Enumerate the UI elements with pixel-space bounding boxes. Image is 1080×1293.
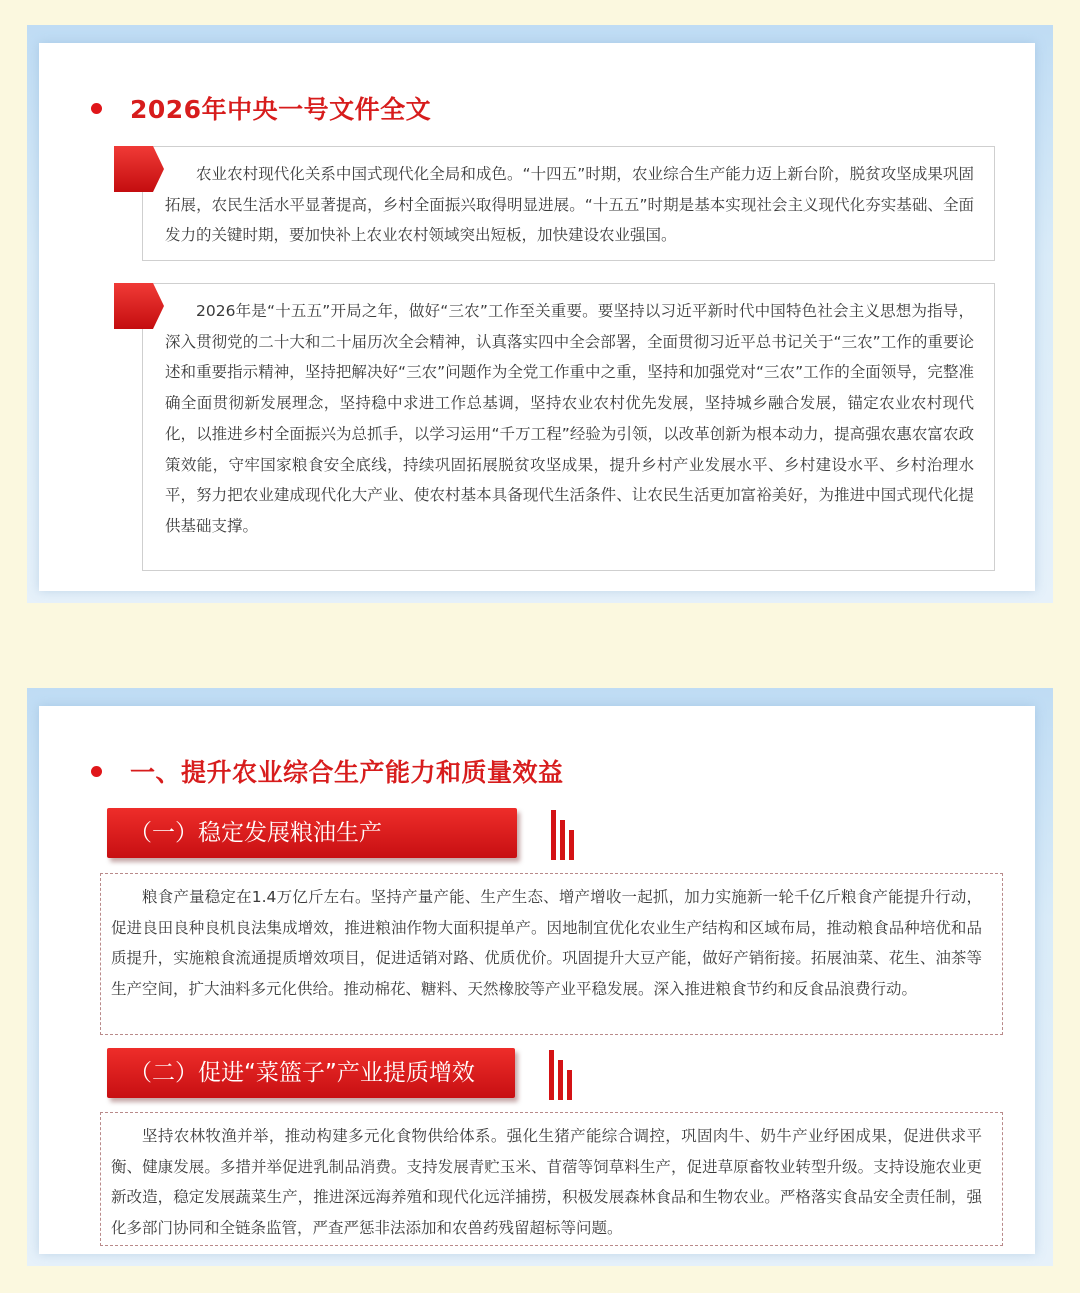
bullet-dot-icon: [91, 103, 102, 114]
section-2-heading: [107, 1048, 515, 1098]
section-1-heading-text: （一）稳定发展粮油生产: [129, 820, 382, 846]
guideline-paragraph-box: [142, 283, 995, 571]
section-2-text-box: [100, 1112, 1003, 1246]
section-1-text: 粮食产量稳定在1.4万亿斤左右。坚持产量产能、生产生态、增产增收一起抓，加力实施新一轮千亿斤粮食产能提升行动，促进良田良种良机良法集成增效，推进粮油作物大面积提单产。因地制宜优化农业生产结构和区域布局，推动粮食品种培优和品质提升，实施粮食流通提质增效项目，促进适销对路、优质优价。巩固提升大豆产能，做好产销衔接。拓展油菜、花生、油茶等生产空间，扩大油料多元化供给。推动棉花、糖料、天然橡胶等产业平稳发展。深入推进粮食节约和反食品浪费行动。: [111, 888, 982, 999]
guideline-paragraph: 2026年是“十五五”开局之年，做好“三农”工作至关重要。要坚持以习近平新时代中国特色社会主义思想为指导，深入贯彻党的二十大和二十届历次全会精神，认真落实四中全会部署，全面贯彻习近平总书记关于“三农”工作的重要论述和重要指示精神，坚持把解决好“三农”问题作为全党工作重中之重，坚持和加强党对“三农”工作的全面领导，完整准确全面贯彻新发展理念，坚持稳中求进工作总基调，坚持农业农村优先发展，坚持城乡融合发展，锚定农业农村现代化，以推进乡村全面振兴为总抓手，以学习运用“千万工程”经验为引领，以改革创新为根本动力，提高强农惠农富农政策效能，守牢国家粮食安全底线，持续巩固拓展脱贫攻坚成果，提升乡村产业发展水平、乡村建设水平、乡村治理水平，努力把农业建成现代化大产业、使农村基本具备现代生活条件、让农民生活更加富裕美好，为推进中国式现代化提供基础支撑。: [165, 302, 974, 535]
intro-paragraph-box: [142, 146, 995, 261]
slide-2-title: [91, 753, 564, 789]
slide-2-title-text: 一、提升农业综合生产能力和质量效益: [130, 758, 564, 787]
slide-2-content: [39, 706, 1035, 1254]
section-2-heading-text: （二）促进“菜篮子”产业提质增效: [129, 1060, 475, 1086]
slide-1-title-text: 2026年中央一号文件全文: [130, 95, 432, 124]
section-1-text-box: [100, 873, 1003, 1035]
slide-2: [27, 688, 1053, 1266]
bullet-dot-icon: [91, 766, 102, 777]
intro-paragraph: 农业农村现代化关系中国式现代化全局和成色。“十四五”时期，农业综合生产能力迈上新台阶，脱贫攻坚成果巩固拓展，农民生活水平显著提高，乡村全面振兴取得明显进展。“十五五”时期是基本实现社会主义现代化夯实基础、全面发力的关键时期，要加快补上农业农村领域突出短板，加快建设农业强国。: [165, 165, 974, 245]
slide-1-title: [91, 90, 431, 126]
bars-decoration-icon: [549, 1050, 579, 1100]
section-1-heading: [107, 808, 517, 858]
slide-1: [27, 25, 1053, 603]
section-2-text: 坚持农林牧渔并举，推动构建多元化食物供给体系。强化生猪产能综合调控，巩固肉牛、奶牛产业纾困成果，促进供求平衡、健康发展。多措并举促进乳制品消费。支持发展青贮玉米、苜蓿等饲草料生产，促进草原畜牧业转型升级。支持设施农业更新改造，稳定发展蔬菜生产，推进深远海养殖和现代化远洋捕捞，积极发展森林食品和生物农业。严格落实食品安全责任制，强化多部门协同和全链条监管，严查严惩非法添加和农兽药残留超标等问题。: [111, 1127, 982, 1238]
slide-1-content: [39, 43, 1035, 591]
bars-decoration-icon: [551, 810, 581, 860]
